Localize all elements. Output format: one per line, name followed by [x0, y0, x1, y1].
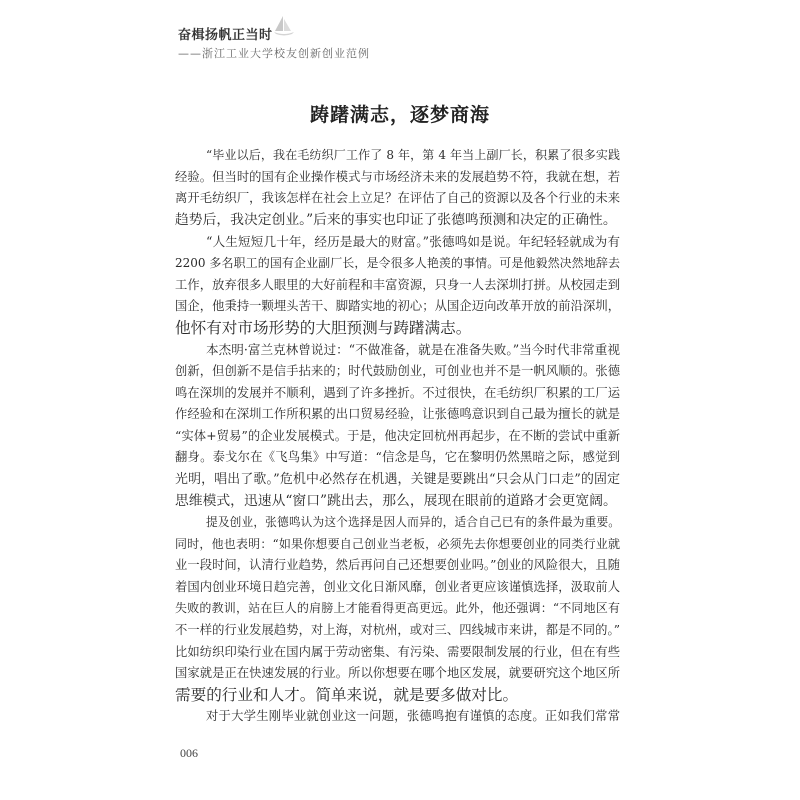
- text-line: 需要的行业和人才。简单来说，就是要多做对比。: [175, 685, 519, 704]
- text-line: “人生短短几十年，经历是最大的财富。”张德鸣如是说。年纪轻轻就成为有: [206, 234, 620, 250]
- text-line: 2200 多名职工的国有企业副厂长，是令很多人艳羡的事情。可是他毅然决然地辞去: [175, 255, 620, 270]
- sailboat-icon: [272, 14, 296, 38]
- text-line: 提及创业，张德鸣认为这个选择是因人而异的，适合自己已有的条件最为重要。: [206, 515, 620, 530]
- page-number: 006: [180, 746, 198, 760]
- text-line: 创新，但创新不是信手拈来的；时代鼓励创业，可创业也并不是一帆风顺的。张德: [175, 363, 620, 378]
- body-text: [175, 145, 620, 728]
- text-line: “实体+贸易”的企业发展模式。于是，他决定回杭州再起步，在不断的尝试中重新: [175, 428, 620, 443]
- text-line: 翻身。泰戈尔在《飞鸟集》中写道：“信念是鸟，它在黎明仍然黑暗之际，感觉到: [175, 450, 620, 465]
- text-line: 国家就是正在快速发展的行业。所以你想要在哪个地区发展，就要研究这个地区所: [175, 666, 620, 681]
- text-line: 业一段时间，认清行业趋势，然后再问自己还想要创业吗。”创业的风险很大，且随: [175, 558, 620, 573]
- text-line: 国企，他秉持一颗埋头苦干、脚踏实地的初心；从国企迈向改革开放的前沿深圳，: [175, 299, 620, 314]
- text-line: 本杰明·富兰克林曾说过：“不做准备，就是在准备失败。”当今时代非常重视: [206, 342, 620, 358]
- text-line: 鸣在深圳的发展并不顺利，遇到了许多挫折。不过很快，在毛纺织厂积累的工厂运: [175, 385, 620, 400]
- text-line: 趋势后，我决定创业。”后来的事实也印证了张德鸣预测和决定的正确性。: [175, 211, 617, 228]
- text-line: 经验。但当时的国有企业操作模式与市场经济未来的发展趋势不符，我就在想，若: [175, 169, 620, 184]
- text-line: “毕业以后，我在毛纺织厂工作了 8 年，第 4 年当上副厂长，积累了很多实践: [206, 148, 620, 162]
- text-line: 对于大学生刚毕业就创业这一问题，张德鸣抱有谨慎的态度。正如我们常常: [206, 709, 620, 724]
- text-line: 同时，他也表明：“如果你想要自己创业当老板，必须先去你想要创业的同类行业就: [175, 536, 620, 551]
- text-line: 他怀有对市场形势的大胆预测与踌躇满志。: [175, 318, 472, 337]
- text-line: 离开毛纺织厂，我该怎样在社会上立足？在评估了自己的资源以及各个行业的未来: [175, 191, 620, 206]
- text-line: 比如纺织印染行业在国内属于劳动密集、有污染、需要限制发展的行业，但在有些: [175, 644, 620, 659]
- text-line: 思维模式，迅速从“窗口”跳出去，那么，展现在眼前的道路才会更宽阔。: [175, 492, 617, 509]
- book-title: 奋楫扬帆正当时: [178, 28, 273, 43]
- text-line: 光明，唱出了歌。”危机中必然存在机遇，关键是要跳出“只会从门口走”的固定: [175, 471, 620, 487]
- text-line: 作经验和在深圳工作所积累的出口贸易经验，让张德鸣意识到自己最为擅长的就是: [175, 407, 620, 422]
- text-line: 不一样的行业发展趋势，对上海，对杭州，或对三、四线城市来讲，都是不同的。”: [175, 623, 620, 638]
- text-line: 工作，放弃很多人眼里的大好前程和丰富资源，只身一人去深圳打拼。从校园走到: [175, 277, 620, 292]
- book-subtitle: ——浙江工业大学校友创新创业范例: [178, 47, 370, 60]
- text-line: 着国内创业环境日趋完善，创业文化日渐风靡，创业者更应该谨慎选择，汲取前人: [175, 579, 620, 594]
- chapter-title: 踌躇满志，逐梦商海: [309, 104, 490, 126]
- text-line: 失败的教训，站在巨人的肩膀上才能看得更高更远。此外，他还强调：“不同地区有: [175, 601, 620, 616]
